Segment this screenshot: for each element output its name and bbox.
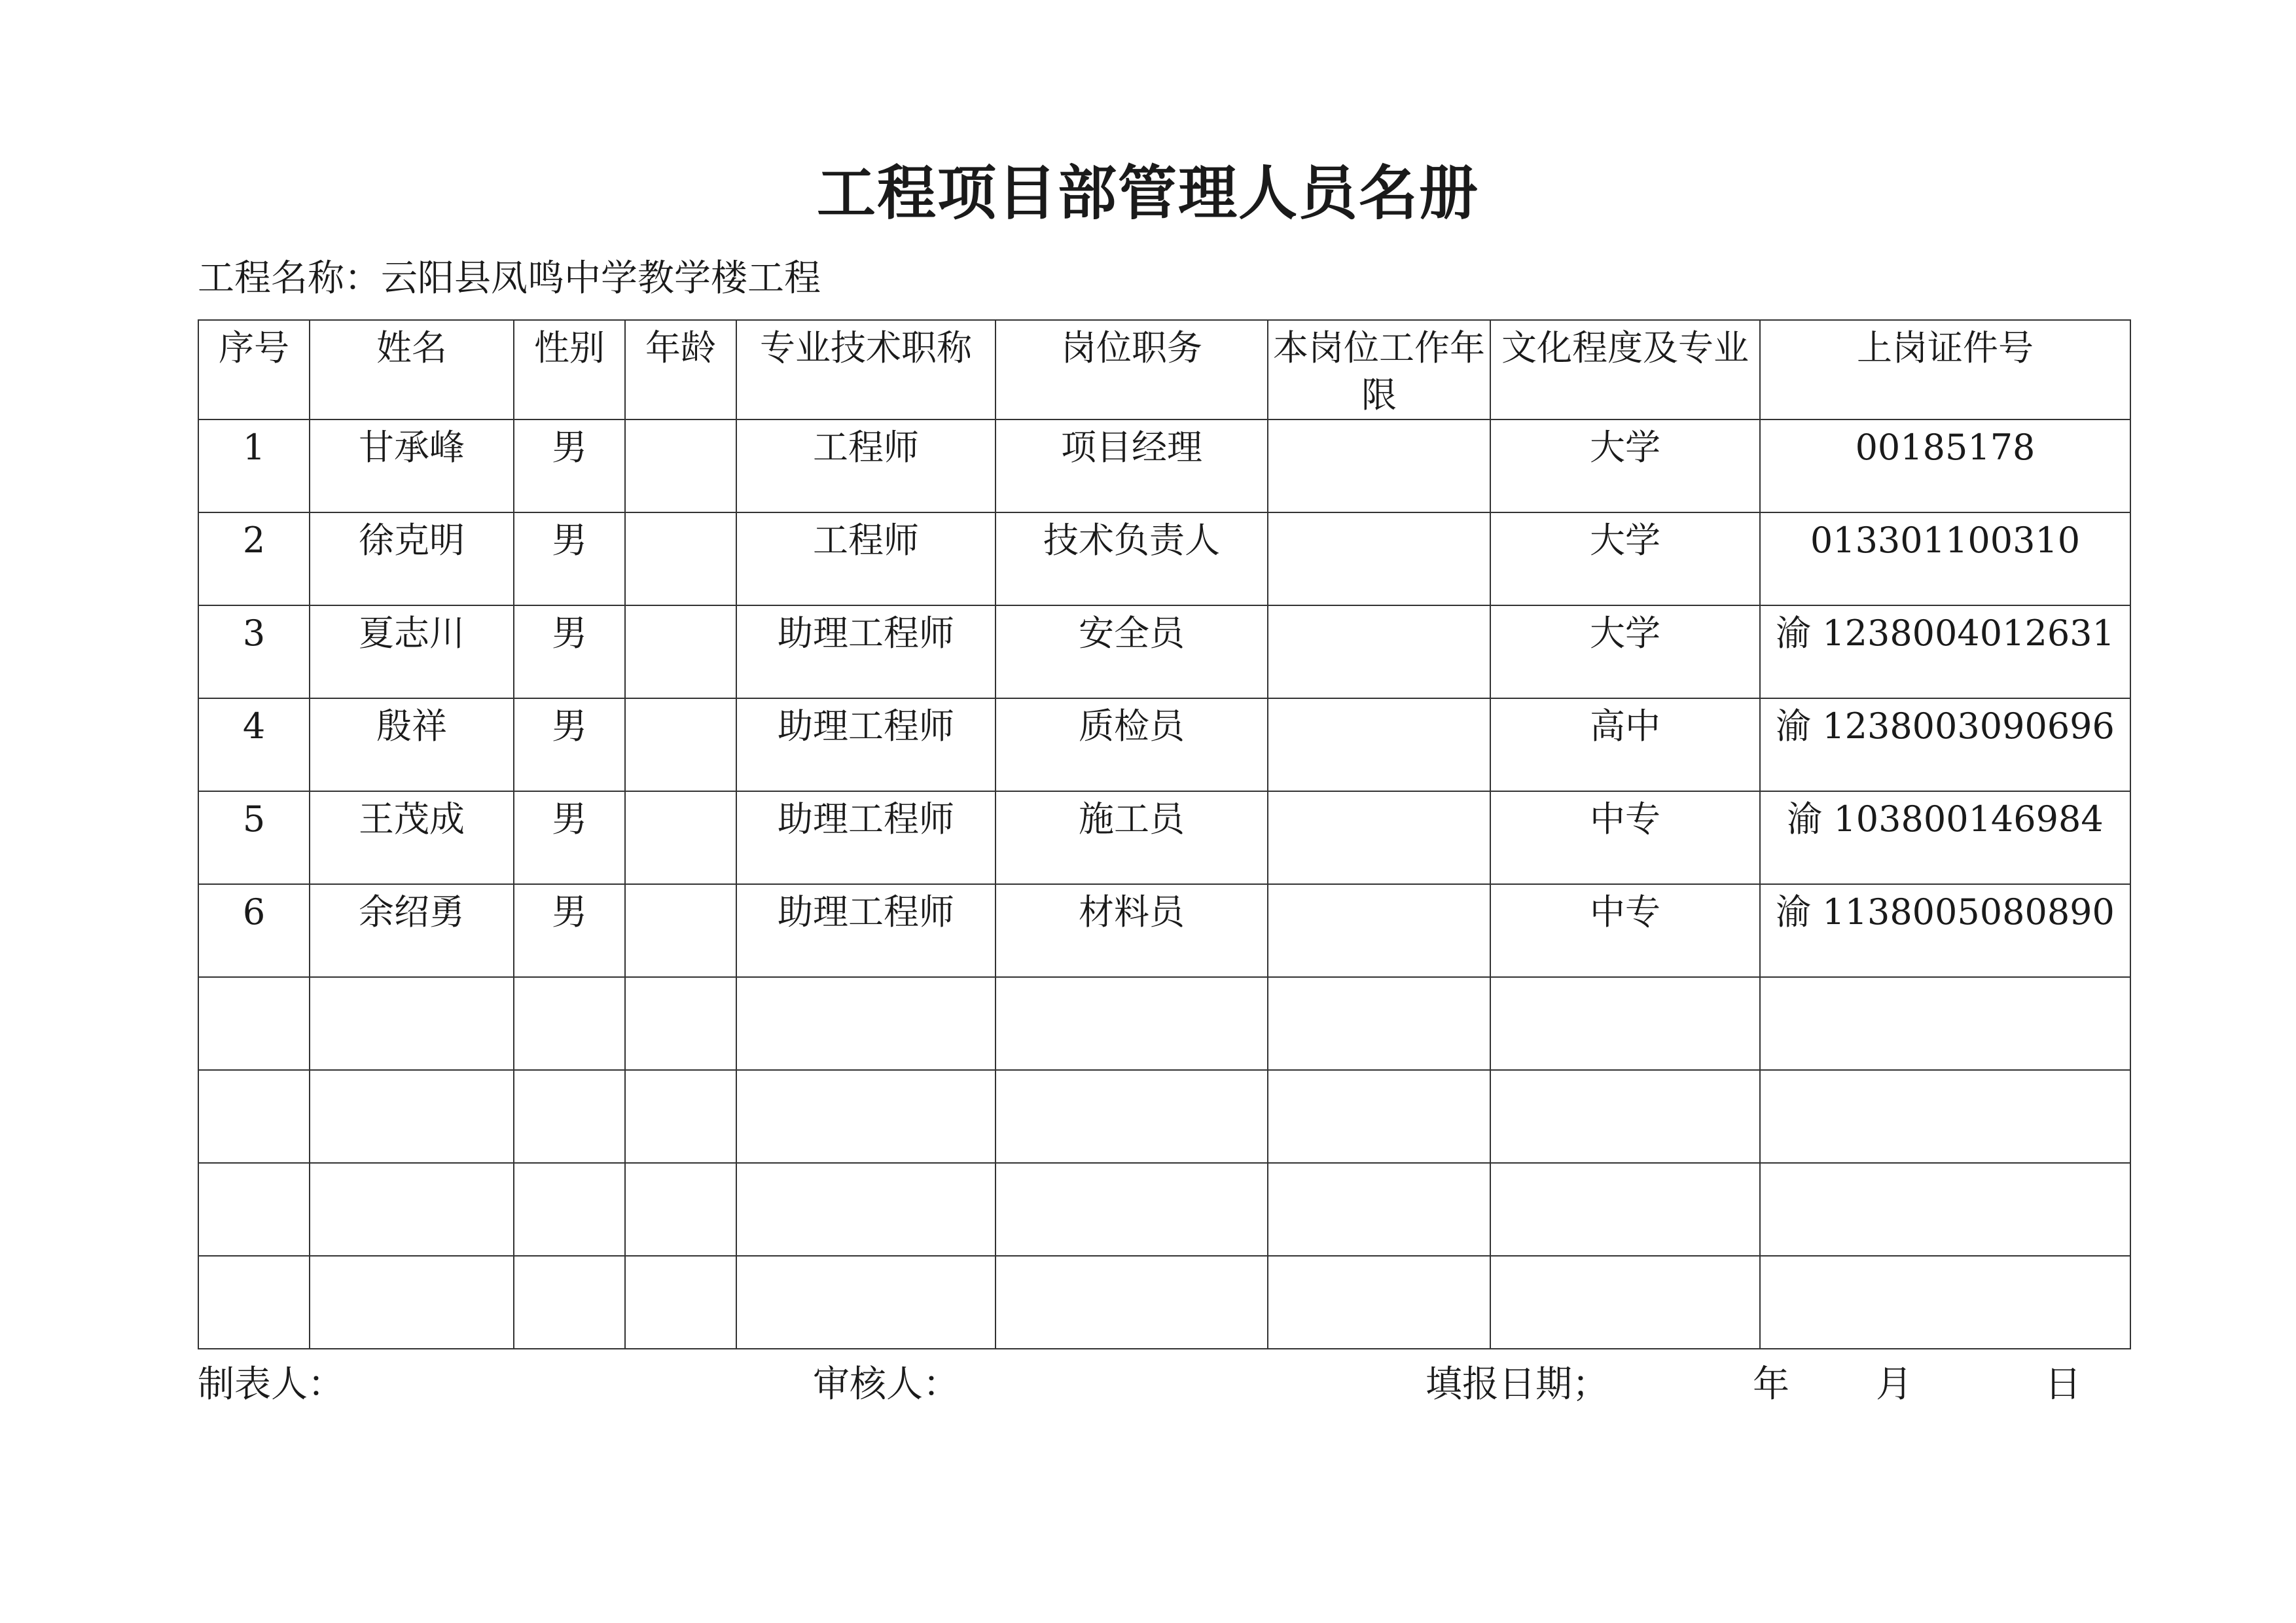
cell-title: 助理工程师 (736, 791, 996, 884)
cell-title: 助理工程师 (736, 884, 996, 977)
cell-position: 质检员 (996, 698, 1268, 791)
cell-age (625, 1070, 736, 1163)
reviewer-label: 审核人： (813, 1363, 960, 1406)
cell-name: 王茂成 (310, 791, 514, 884)
cell-years (1268, 791, 1490, 884)
cell-education (1490, 1070, 1760, 1163)
cell-age (625, 512, 736, 605)
cell-name (310, 977, 514, 1070)
cell-name (310, 1256, 514, 1349)
cell-years (1268, 419, 1490, 512)
cell-years (1268, 1256, 1490, 1349)
cell-age (625, 1163, 736, 1256)
cell-certificate (1760, 977, 2130, 1070)
header-cell-position: 岗位职务 (996, 320, 1268, 419)
cell-position: 材料员 (996, 884, 1268, 977)
cell-name: 余绍勇 (310, 884, 514, 977)
fill-date-label: 填报日期； (1426, 1363, 1609, 1406)
cell-position (996, 1070, 1268, 1163)
cell-certificate: 渝 1138005080890 (1760, 884, 2130, 977)
table-row-empty (198, 1256, 2130, 1349)
cell-title: 工程师 (736, 512, 996, 605)
cell-years (1268, 512, 1490, 605)
cell-name (310, 1163, 514, 1256)
cell-title: 工程师 (736, 419, 996, 512)
cell-age (625, 419, 736, 512)
cell-education: 大学 (1490, 512, 1760, 605)
cell-certificate: 渝 1238003090696 (1760, 698, 2130, 791)
date-day-label: 日 (2045, 1363, 2081, 1406)
cell-position: 项目经理 (996, 419, 1268, 512)
cell-serial (198, 1256, 310, 1349)
header-cell-certificate: 上岗证件号 (1760, 320, 2130, 419)
cell-age (625, 791, 736, 884)
cell-name: 殷祥 (310, 698, 514, 791)
cell-years (1268, 1163, 1490, 1256)
header-cell-age: 年龄 (625, 320, 736, 419)
cell-certificate: 00185178 (1760, 419, 2130, 512)
cell-certificate: 渝 103800146984 (1760, 791, 2130, 884)
cell-title: 助理工程师 (736, 605, 996, 698)
cell-education: 高中 (1490, 698, 1760, 791)
cell-years (1268, 605, 1490, 698)
document-title: 工程项目部管理人员名册 (817, 159, 1479, 228)
cell-gender: 男 (514, 791, 625, 884)
preparer-label: 制表人： (198, 1363, 344, 1406)
table-row-empty (198, 1070, 2130, 1163)
cell-certificate: 013301100310 (1760, 512, 2130, 605)
cell-certificate (1760, 1163, 2130, 1256)
cell-name: 甘承峰 (310, 419, 514, 512)
header-cell-title: 专业技术职称 (736, 320, 996, 419)
cell-title (736, 1070, 996, 1163)
cell-position: 安全员 (996, 605, 1268, 698)
cell-certificate (1760, 1256, 2130, 1349)
table-row (198, 605, 2130, 698)
cell-years (1268, 1070, 1490, 1163)
cell-education (1490, 1163, 1760, 1256)
cell-title (736, 977, 996, 1070)
cell-name: 夏志川 (310, 605, 514, 698)
date-month-label: 月 (1876, 1363, 1912, 1406)
cell-education (1490, 1256, 1760, 1349)
cell-gender: 男 (514, 605, 625, 698)
cell-serial: 2 (198, 512, 310, 605)
table-row (198, 791, 2130, 884)
table-row (198, 698, 2130, 791)
cell-age (625, 977, 736, 1070)
cell-age (625, 605, 736, 698)
cell-serial (198, 1070, 310, 1163)
cell-gender: 男 (514, 419, 625, 512)
cell-gender: 男 (514, 512, 625, 605)
cell-certificate: 渝 1238004012631 (1760, 605, 2130, 698)
table-row-empty (198, 977, 2130, 1070)
header-cell-serial: 序号 (198, 320, 310, 419)
cell-serial (198, 1163, 310, 1256)
cell-serial: 3 (198, 605, 310, 698)
cell-gender (514, 977, 625, 1070)
cell-position: 施工员 (996, 791, 1268, 884)
table-header-row (198, 320, 2130, 419)
cell-education (1490, 977, 1760, 1070)
cell-age (625, 884, 736, 977)
date-year-label: 年 (1753, 1363, 1789, 1406)
cell-certificate (1760, 1070, 2130, 1163)
cell-education: 大学 (1490, 605, 1760, 698)
header-cell-name: 姓名 (310, 320, 514, 419)
cell-title: 助理工程师 (736, 698, 996, 791)
cell-serial: 4 (198, 698, 310, 791)
cell-age (625, 1256, 736, 1349)
cell-title (736, 1163, 996, 1256)
cell-education: 大学 (1490, 419, 1760, 512)
cell-serial: 5 (198, 791, 310, 884)
cell-gender (514, 1070, 625, 1163)
header-cell-gender: 性别 (514, 320, 625, 419)
personnel-roster-table (198, 319, 2131, 1349)
cell-name (310, 1070, 514, 1163)
cell-years (1268, 977, 1490, 1070)
cell-serial: 6 (198, 884, 310, 977)
cell-gender: 男 (514, 698, 625, 791)
cell-position (996, 1256, 1268, 1349)
header-cell-education: 文化程度及专业 (1490, 320, 1760, 419)
header-cell-years: 本岗位工作年限 (1268, 320, 1490, 419)
table-row (198, 884, 2130, 977)
cell-serial: 1 (198, 419, 310, 512)
cell-years (1268, 698, 1490, 791)
cell-title (736, 1256, 996, 1349)
cell-age (625, 698, 736, 791)
cell-position: 技术负责人 (996, 512, 1268, 605)
cell-gender (514, 1256, 625, 1349)
cell-name: 徐克明 (310, 512, 514, 605)
cell-education: 中专 (1490, 791, 1760, 884)
cell-serial (198, 977, 310, 1070)
table-row (198, 512, 2130, 605)
cell-gender: 男 (514, 884, 625, 977)
cell-position (996, 977, 1268, 1070)
project-name-line: 工程名称：云阳县凤鸣中学教学楼工程 (198, 257, 821, 300)
cell-position (996, 1163, 1268, 1256)
table-row (198, 419, 2130, 512)
cell-years (1268, 884, 1490, 977)
table-row-empty (198, 1163, 2130, 1256)
cell-education: 中专 (1490, 884, 1760, 977)
cell-gender (514, 1163, 625, 1256)
